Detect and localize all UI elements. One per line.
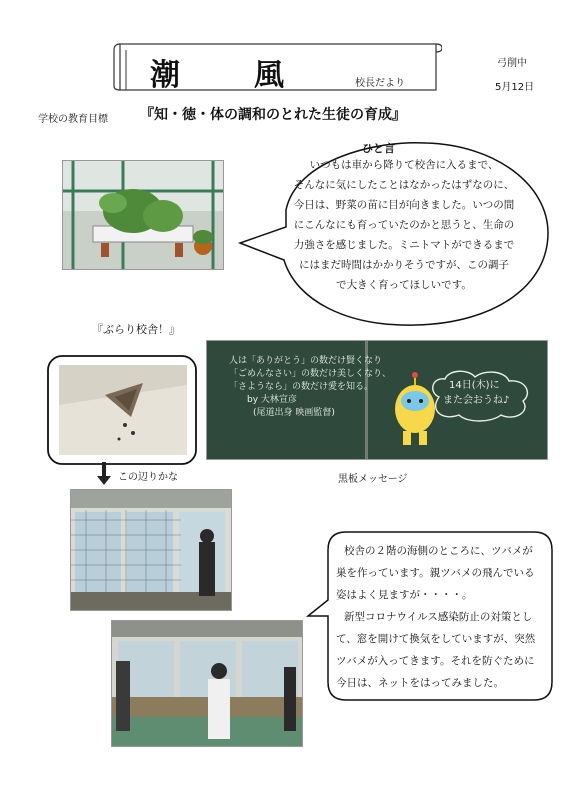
hitokoto-line: 力強さを感じました。ミニトマトができるまで: [293, 239, 515, 251]
hitokoto-line: 今日は、野菜の苗に目が向きました。いつの間: [293, 199, 515, 211]
window-net-photo-1: [70, 489, 232, 611]
hitokoto-text: [276, 155, 532, 295]
chalk-line: 「ごめんなさい」の数だけ美しくなり、: [229, 369, 392, 379]
issue-date: 5月12日: [495, 82, 535, 93]
hitokoto-line: そんなに気にしたことはなかったはずなのに、: [293, 179, 515, 191]
newsletter-title: 潮 風: [150, 58, 306, 93]
education-goal-text: 『知・徳・体の調和のとれた生徒の育成』: [140, 107, 406, 123]
hitokoto-line: で大きく育ってほしいです。: [336, 279, 472, 291]
swallow-text: [336, 540, 548, 694]
swallow-line: ツバメが入ってきます。それを防ぐために: [336, 655, 535, 667]
chalk-quote: [229, 355, 391, 420]
chalk-date: 14日(木)に: [449, 380, 500, 391]
chalk-line: (尾道出身 映画監督): [253, 408, 335, 418]
hitokoto-title: ひと言: [362, 142, 395, 155]
burari-section-label: 『ぶらり校舎！』: [92, 323, 180, 336]
blackboard-caption: 黒板メッセージ: [338, 474, 408, 485]
blackboard-photo: [206, 340, 548, 460]
chalk-date-2: また会おうね♪: [443, 395, 510, 406]
chalk-line: 人は「ありがとう」の数だけ賢くなり: [229, 356, 383, 366]
nest-caption: この辺りかな: [118, 472, 178, 483]
swallow-line: 姿はよく見ますが・・・・。: [336, 589, 473, 601]
chalk-line: by 大林宣彦: [247, 395, 297, 405]
swallow-nest-photo: [47, 355, 197, 465]
hitokoto-line: にこんなにも育っていたのかと思うと、生命の: [293, 219, 515, 231]
hitokoto-line: いつもは車から降りて校舎に入るまで、: [309, 159, 499, 171]
school-name: 弓削中: [497, 58, 527, 69]
tomato-seedling-photo: [62, 160, 224, 270]
swallow-line: 新型コロナウイルス感染防止の対策とし: [344, 611, 533, 623]
swallow-line: 今日は、ネットをはってみました。: [336, 677, 504, 689]
swallow-line: 巣を作っています。親ツバメの飛んでいる: [336, 567, 535, 579]
education-goal-label: 学校の教育目標: [38, 114, 108, 125]
window-net-photo-2: [111, 620, 303, 747]
chalk-line: 「さようなら」の数だけ愛を知る。: [229, 382, 374, 392]
swallow-line: て、窓を開けて換気をしていますが、突然: [336, 633, 536, 645]
swallow-line: 校舎の２階の海側のところに、ツバメが: [344, 545, 533, 557]
newsletter-subtitle: 校長だより: [355, 78, 405, 89]
down-arrow-icon: [96, 462, 112, 486]
hitokoto-line: にはまだ時間はかかりそうですが、この調子: [299, 259, 509, 271]
